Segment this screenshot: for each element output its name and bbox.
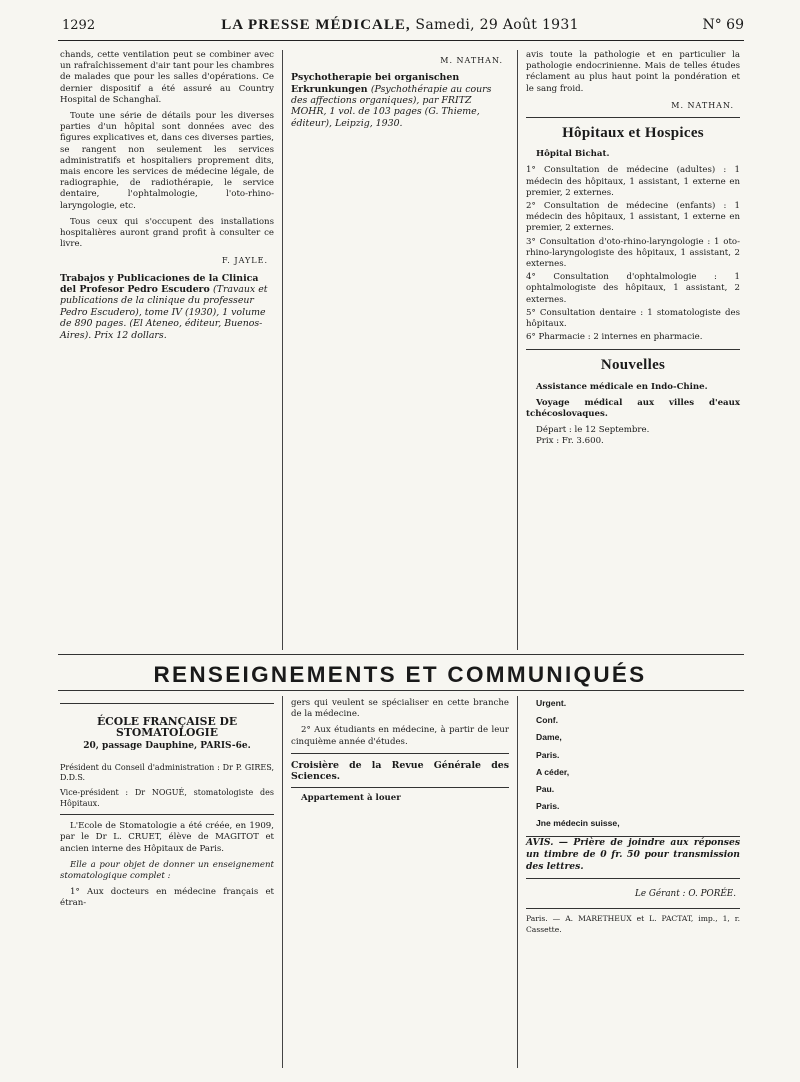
section-rule	[526, 117, 740, 118]
list-item: 3° Consultation d'oto-rhino-laryngologie : 1 oto-rhino-laryngologiste des hôpitaux, 1 assistant, 2 externes.	[526, 236, 740, 270]
paragraph: 1° Aux docteurs en médecine français et étran-	[60, 887, 274, 909]
column-2	[291, 50, 509, 134]
classified-ad	[526, 818, 740, 830]
news-item	[526, 382, 740, 393]
paragraph: L'Ecole de Stomatologie a été créée, en 1909, par le Dr L. CRUET, élève de MAGITOT et ancien interne des Hôpitaux de Paris.	[60, 821, 274, 854]
classified-ad	[291, 793, 509, 804]
book-title: Trabajos y Publicaciones de la Clinica del Profesor Pedro Escudero	[60, 272, 259, 296]
book-details: (Psychothérapie au cours des affections organiques), par FRITZ MOHR, 1 vol. de 103 pages (G. Thieme, éditeur), Leipzig, 1930.	[291, 83, 492, 129]
book-title: Psychotherapie bei organischen Erkrunkungen	[291, 72, 460, 95]
section-title: RENSEIGNEMENTS ET COMMUNIQUÉS	[153, 662, 647, 687]
list-item: 2° Consultation de médecine (enfants) : 1 médecin des hôpitaux, 1 assistant, 1 externe en premier, 2 externes.	[526, 201, 740, 234]
section-bottom-rule	[58, 690, 744, 691]
list-item: 5° Consultation dentaire : 1 stomatologiste des hôpitaux.	[526, 307, 740, 330]
ad-headline: A céder,	[536, 766, 570, 777]
paragraph: avis toute la pathologie et en particulier la pathologie endocrinienne. Mais de telles études réclament au plus haut point la pondération et le sang froid.	[526, 50, 740, 94]
author-signature: M. NATHAN.	[440, 56, 503, 65]
hopitaux-lead	[526, 149, 740, 160]
page-header	[0, 14, 800, 36]
printer-line: Paris. — A. MARETHEUX et L. PACTAT, imp., 1, r. Cassette.	[526, 913, 740, 935]
column-divider	[282, 696, 283, 1068]
ecole-address: 20, passage Dauphine, PARIS-6e.	[83, 741, 251, 752]
departure-date: Départ : le 12 Septembre.	[536, 425, 650, 436]
ad-headline: Paris.	[536, 801, 560, 812]
classified-ad	[526, 750, 740, 762]
author-signature: F. JAYLE.	[221, 256, 268, 266]
lower-column-1	[60, 698, 274, 915]
rule	[526, 878, 740, 879]
author-signature: M. NATHAN.	[671, 100, 734, 110]
rule	[291, 787, 509, 788]
paragraph: gers qui veulent se spécialiser en cette branche de la médecine.	[291, 698, 509, 720]
ad-headline: Pau.	[536, 784, 555, 795]
rule	[60, 703, 274, 704]
column-divider	[282, 50, 283, 650]
list-item: 1° Consultation de médecine (adultes) : 1 médecin des hôpitaux, 1 assistant, 1 externe en premier, 2 externes.	[526, 165, 740, 198]
masthead	[0, 17, 800, 34]
page-number: 1292	[62, 18, 96, 33]
column-divider	[517, 50, 518, 650]
section-rule	[526, 349, 740, 350]
paragraph: Toute une série de détails pour les diverses parties d'un hôpital sont données avec des figures explicatives et, dans ces diverses parties, se rangent non seulement les services administratifs et hospitaliers proprement dits, mais encore les services de médecine légale, de radiographie, de radiothérapie, le service dentaire, l'ophtalmologie, l'oto-rhino-laryngologie, etc.	[60, 111, 274, 211]
issue-date: Samedi, 29 Août 1931	[415, 17, 579, 33]
column-divider	[517, 696, 518, 1068]
croisiere-heading: Croisière de la Revue Générale des Sciences.	[291, 759, 509, 783]
price: Prix : Fr. 3.600.	[536, 436, 604, 447]
paragraph: 2° Aux étudiants en médecine, à partir de leur cinquième année d'études.	[291, 725, 509, 747]
avis-notice: AVIS. — Prière de joindre aux réponses un timbre de 0 fr. 50 pour transmission des lettres.	[526, 836, 740, 872]
issue-number: N° 69	[702, 17, 744, 33]
classified-ad	[526, 715, 740, 727]
classified-ad	[526, 698, 740, 710]
hopital-name: Hôpital Bichat.	[536, 149, 610, 160]
header-rule	[58, 40, 744, 41]
gerant-signature: Le Gérant : O. PORÉE.	[635, 888, 736, 899]
consultation-list	[526, 165, 740, 343]
list-item: 6° Pharmacie : 2 internes en pharmacie.	[526, 332, 703, 343]
ad-headline: Jne médecin suisse,	[536, 818, 620, 829]
book-review-title	[291, 72, 509, 129]
column-3	[526, 50, 740, 448]
column-1	[60, 50, 274, 346]
hopitaux-heading: Hôpitaux et Hospices	[562, 125, 704, 142]
paragraph: Tous ceux qui s'occupent des installations hospitalières auront grand profit à consulter ce livre.	[60, 216, 274, 250]
officer-line: Vice-président : Dr NOGUÉ, stomatologiste des Hôpitaux.	[60, 788, 274, 808]
section-top-rule	[58, 654, 744, 655]
ad-headline: Appartement à louer	[301, 793, 401, 804]
ecole-title: ÉCOLE FRANÇAISE DE STOMATOLOGIE	[96, 715, 238, 740]
list-item: 4° Consultation d'ophtalmologie : 1 ophtalmologiste des hôpitaux, 1 assistant, 2 externes.	[526, 272, 740, 305]
journal-name: LA PRESSE MÉDICALE,	[221, 17, 411, 33]
rule	[60, 814, 274, 815]
classified-ad	[526, 767, 740, 779]
ad-headline: Conf.	[536, 715, 558, 726]
ad-headline: Paris.	[536, 749, 560, 760]
classified-ad	[526, 784, 740, 796]
classified-ad	[526, 732, 740, 744]
rule	[291, 753, 509, 754]
rule	[526, 908, 740, 909]
rule	[526, 836, 740, 837]
officer-line: Président du Conseil d'administration : Dr P. GIRES, D.D.S.	[60, 762, 274, 783]
news-headline: Assistance médicale en Indo-Chine.	[536, 381, 708, 392]
paragraph: Elle a pour objet de donner un enseignement stomatologique complet :	[60, 859, 274, 882]
ad-headline: Urgent.	[536, 698, 567, 708]
paragraph: chands, cette ventilation peut se combiner avec un rafraîchissement d'air tant pour les chambres de malades que pour les salles d'opérations. Ce dernier dispositif a été assuré au Country Hospital de Schanghaï.	[60, 50, 274, 105]
news-item	[526, 398, 740, 420]
ad-headline: Dame,	[536, 732, 562, 743]
lower-column-3	[526, 698, 740, 940]
book-details: (Travaux et publications de la clinique du professeur Pedro Escudero), tome IV (1930), 1 volume de 890 pages. (El Ateneo, éditeur, Buenos-Aires). Prix 12 dollars.	[60, 284, 268, 341]
nouvelles-heading: Nouvelles	[600, 357, 666, 374]
book-review-title	[60, 273, 274, 341]
classified-ad	[526, 801, 740, 813]
lower-column-2	[291, 698, 509, 809]
news-headline: Voyage médical aux villes d'eaux tchécoslovaques.	[526, 397, 740, 420]
